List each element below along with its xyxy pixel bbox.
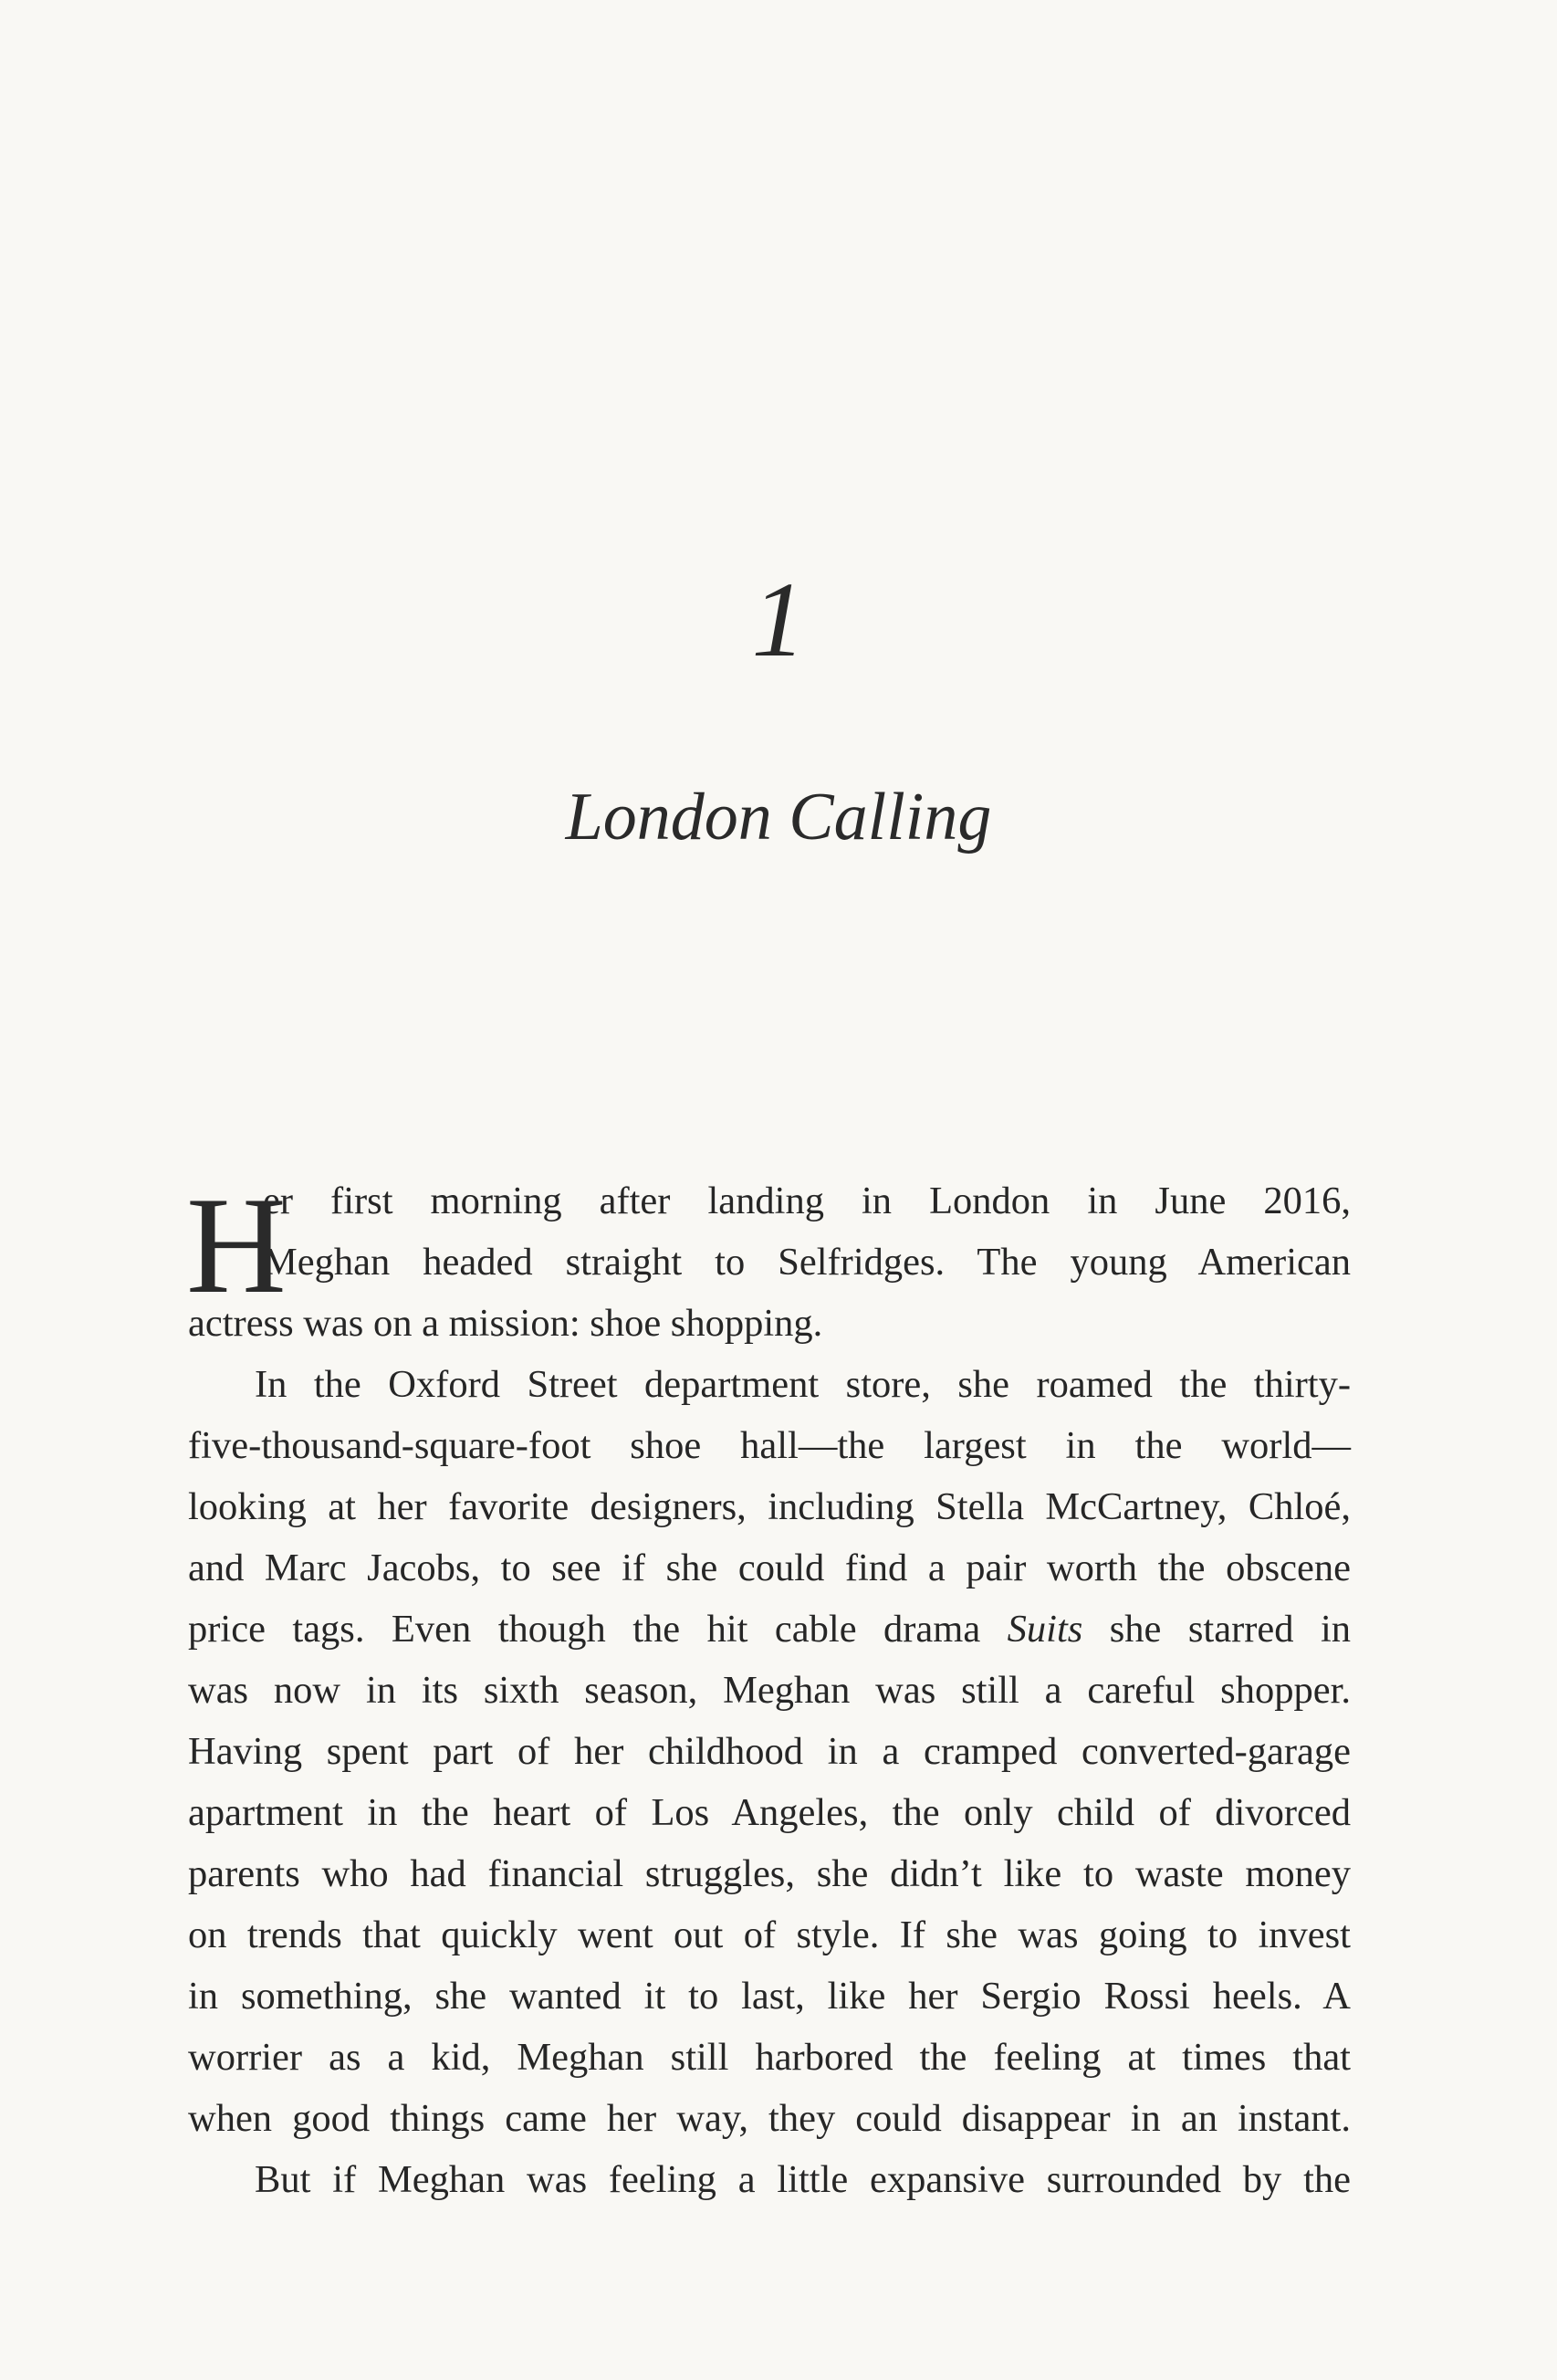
paragraph-2-line-5 (188, 1599, 1351, 1660)
show-title-suits: Suits (1007, 1608, 1083, 1651)
paragraph-1-line-3: actress was on a mission: shoe shopping. (188, 1302, 823, 1345)
paragraph-2-line-2: five-thousand-square-foot shoe hall—the largest in the world— (188, 1424, 1351, 1467)
paragraph-2-line-12: worrier as a kid, Meghan still harbored the feeling at times that (188, 2036, 1351, 2079)
paragraph-2-line-3: looking at her favorite designers, including Stella McCartney, Chloé, (188, 1485, 1351, 1528)
paragraph-1-line-1-text: er first morning after landing in London in June 2016, (263, 1180, 1351, 1222)
paragraph-2-line-7: Having spent part of her childhood in a cramped converted-garage (188, 1730, 1351, 1773)
paragraph-2-line-13: when good things came her way, they could disappear in an instant. (188, 2097, 1351, 2140)
paragraph-2-line-10: on trends that quickly went out of style. If she was going to invest (188, 1913, 1351, 1956)
paragraph-2-line-6: was now in its sixth season, Meghan was still a careful shopper. (188, 1669, 1351, 1712)
paragraph-1 (188, 1170, 1351, 1354)
paragraph-2-line-8: apartment in the heart of Los Angeles, the only child of divorced (188, 1791, 1351, 1834)
paragraph-2-line-4: and Marc Jacobs, to see if she could find a pair worth the obscene (188, 1546, 1351, 1589)
paragraph-3 (188, 2149, 1351, 2210)
chapter-body (188, 1170, 1351, 2210)
paragraph-2-line-5-pre: price tags. Even though the hit cable drama (188, 1608, 981, 1651)
drop-cap: H (186, 1169, 287, 1322)
chapter-number: 1 (751, 560, 806, 679)
chapter-title: London Calling (565, 780, 992, 854)
paragraph-2-line-5-post: she starred in (1109, 1608, 1352, 1651)
paragraph-1-line-2: Meghan headed straight to Selfridges. The young American (263, 1241, 1351, 1284)
paragraph-2 (188, 1354, 1351, 2149)
paragraph-3-line-1: But if Meghan was feeling a little expansive surrounded by the (255, 2158, 1351, 2201)
paragraph-2-line-9: parents who had financial struggles, she didn’t like to waste money (188, 1852, 1351, 1895)
paragraph-2-line-1: In the Oxford Street department store, she roamed the thirty- (255, 1363, 1351, 1406)
paragraph-2-line-11: in something, she wanted it to last, like her Sergio Rossi heels. A (188, 1975, 1351, 2018)
